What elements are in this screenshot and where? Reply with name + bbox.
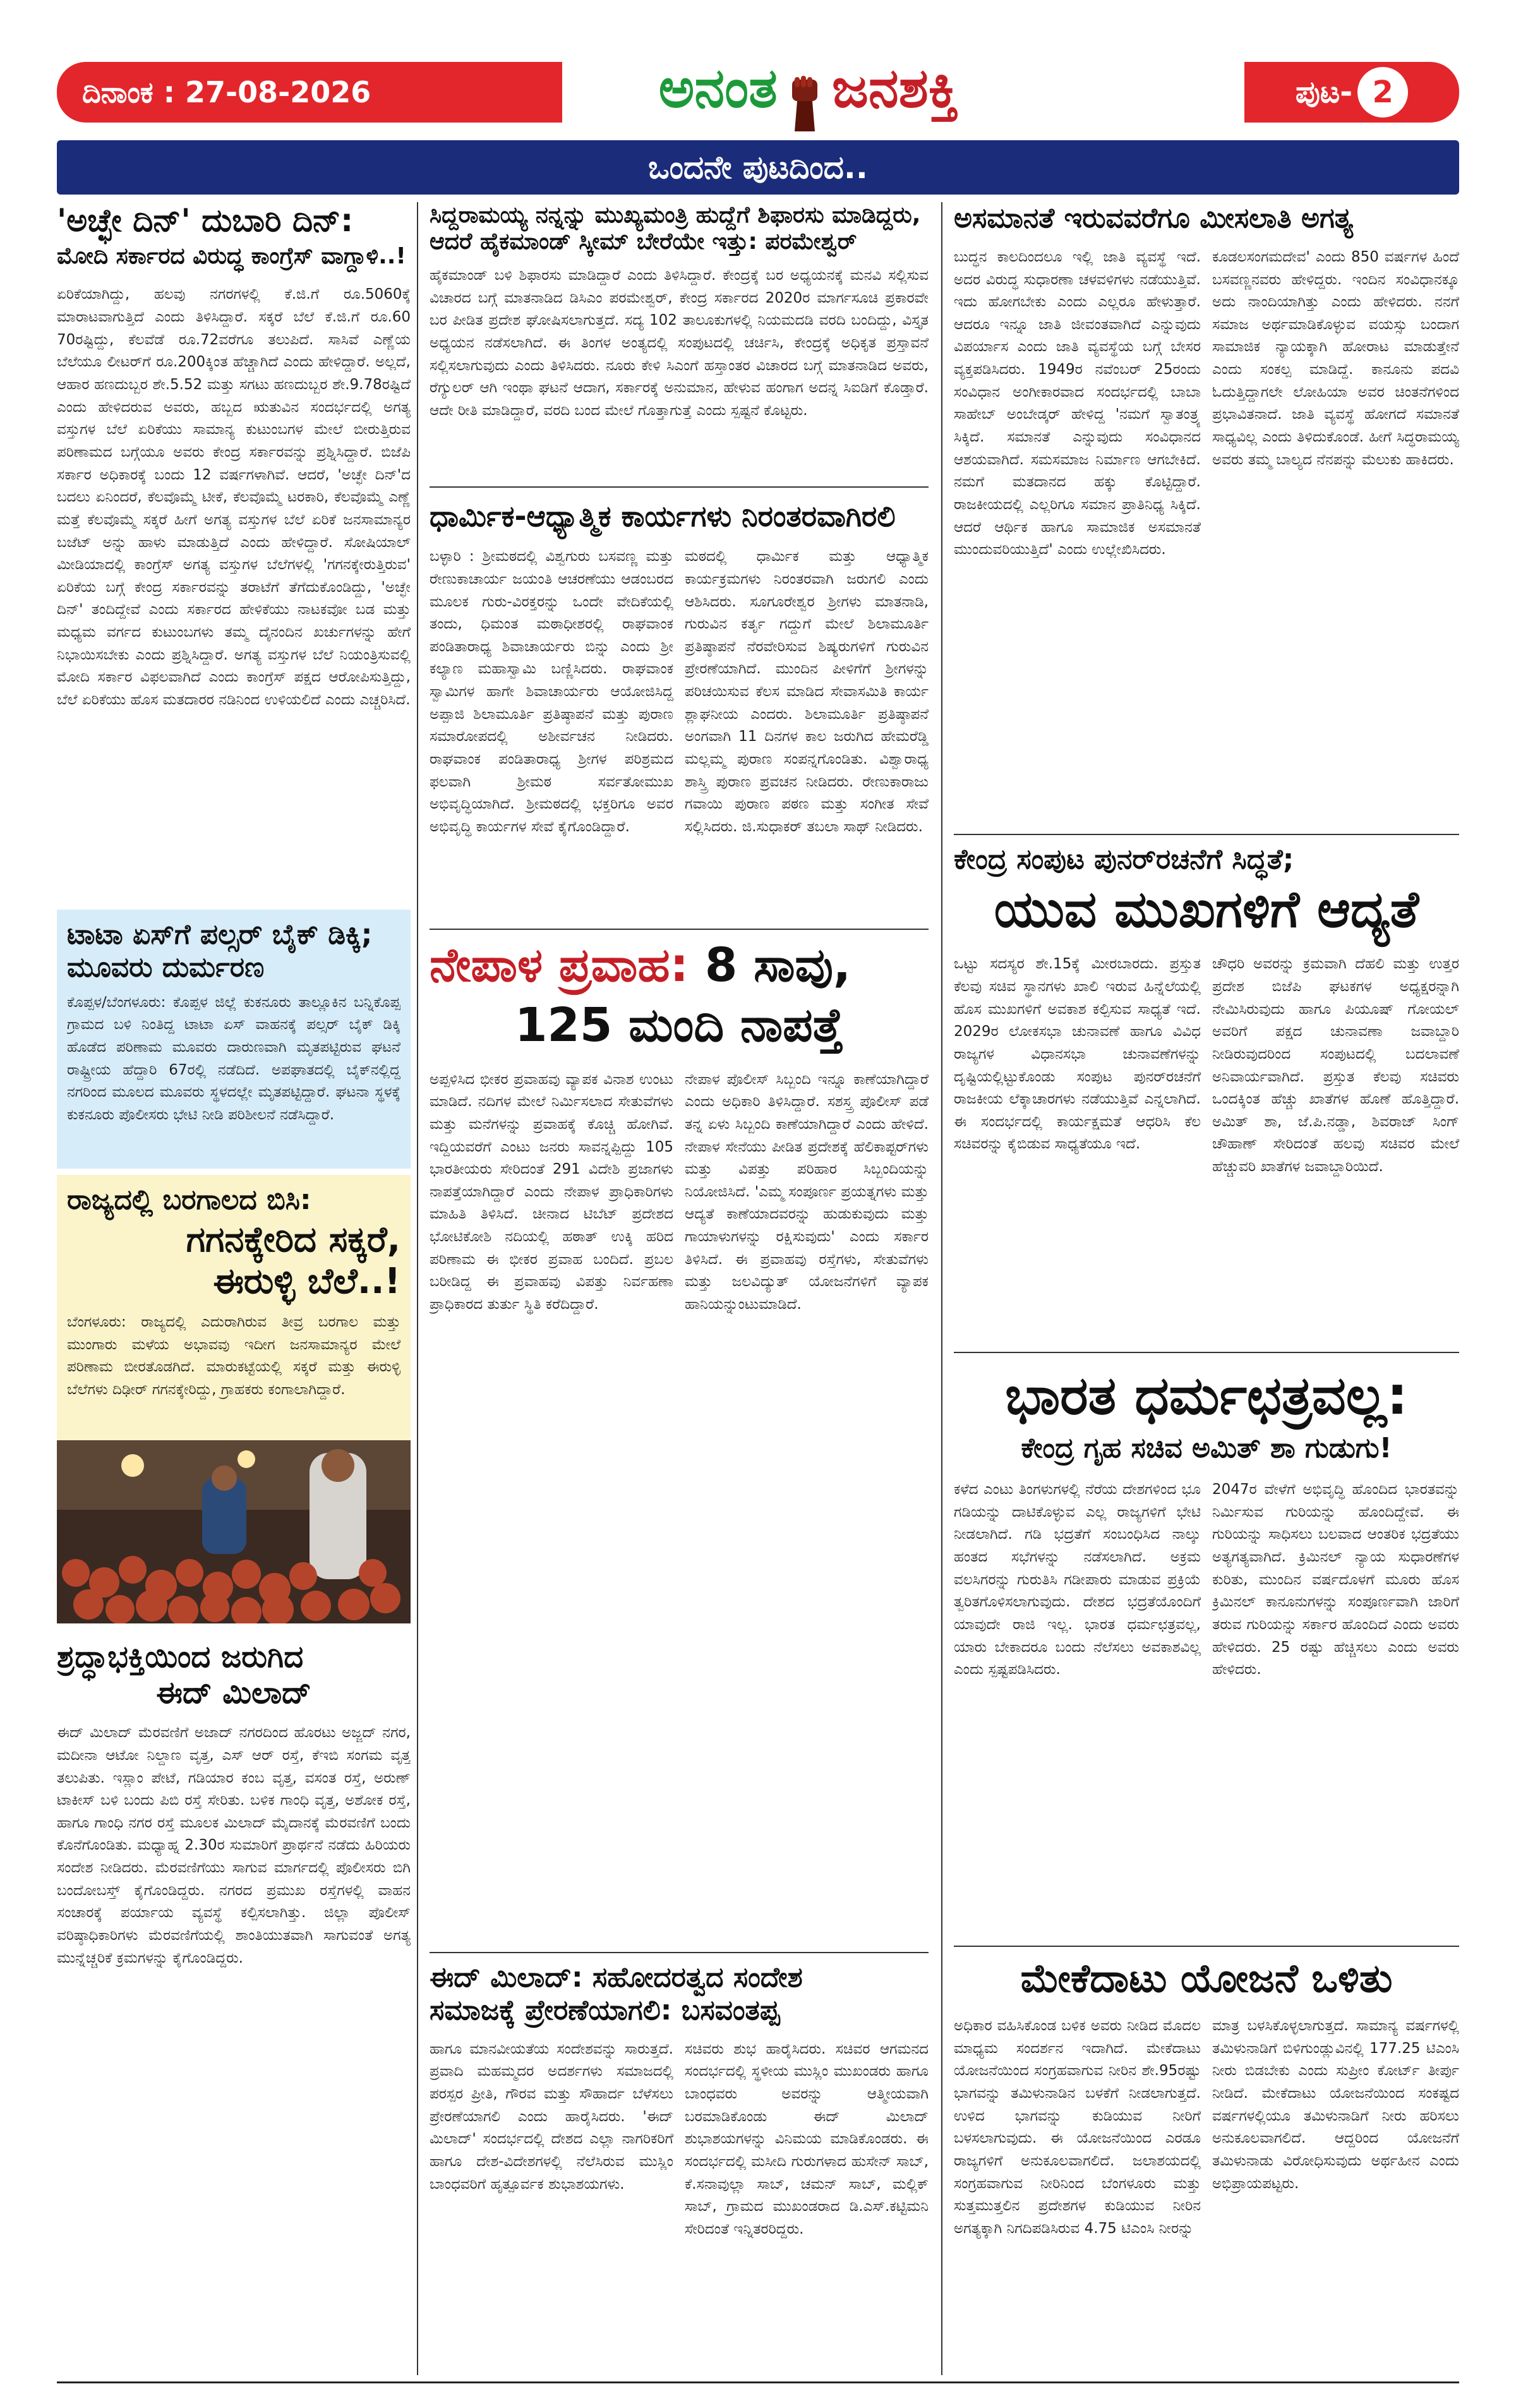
newspaper-logo (613, 57, 1004, 126)
article-body-col-1: ಒಟ್ಟು ಸದಸ್ಯರ ಶೇ.15ಕ್ಕೆ ಮೀರಬಾರದು. ಪ್ರಸ್ತುತ ಕೆಲವು ಸಚಿವ ಸ್ಥಾನಗಳು ಖಾಲಿ ಇರುವ ಹಿನ್ನೆಲೆಯಲ್ಲಿ ಹೊಸ ಮುಖಗಳಿಗೆ ಅವಕಾಶ ಕಲ್ಪಿಸುವ ಸಾಧ್ಯತೆ ಇದೆ. 2029ರ ಲೋಕಸಭಾ ಚುನಾವಣೆ ಹಾಗೂ ವಿವಿಧ ರಾಜ್ಯಗಳ ವಿಧಾನಸಭಾ ಚುನಾವಣೆಗಳನ್ನು ದೃಷ್ಟಿಯಲ್ಲಿಟ್ಟುಕೊಂಡು ಸಂಪುಟ ಪುನರ್‌ರಚನೆಗೆ ರಾಜಕೀಯ ಲೆಕ್ಕಾಚಾರಗಳು ನಡೆಯುತ್ತಿವೆ ಎನ್ನಲಾಗಿದೆ. ಈ ಸಂದರ್ಭದಲ್ಲಿ ಕಾರ್ಯಕ್ಷಮತೆ ಆಧರಿಸಿ ಕೆಲ ಸಚಿವರನ್ನು ಕೈಬಿಡುವ ಸಾಧ್ಯತೆಯೂ ಇದೆ. (954, 956, 1201, 1153)
headline: 8 ಸಾವು, (704, 938, 851, 992)
article-cabinet-reshuffle (954, 843, 1459, 1345)
article-body: ಏರಿಕೆಯಾಗಿದ್ದು, ಹಲವು ನಗರಗಳಲ್ಲಿ ಕೆ.ಜಿ.ಗೆ ರೂ.5060ಕ್ಕೆ ಮಾರಾಟವಾಗುತ್ತಿದೆ ಎಂದು ತಿಳಿಸಿದ್ದಾರೆ. ಸಕ್ಕರೆ ಬೆಲೆ ಕೆ.ಜಿ.ಗೆ ರೂ.60 70ರಷ್ಟಿದ್ದು, ಕೆಲವೆಡೆ ರೂ.72ವರೆಗೂ ತಲುಪಿದೆ. ಸಾಸಿವೆ ಎಣ್ಣೆಯ ಬೆಲೆಯೂ ಲೀಟರ್‌ಗೆ ರೂ.200ಕ್ಕಿಂತ ಹೆಚ್ಚಾಗಿದೆ ಎಂದು ಹೇಳಿದ್ದಾರೆ. ಅಲ್ಲದೆ, ಆಹಾರ ಹಣದುಬ್ಬರ ಶೇ.5.52 ಮತ್ತು ಸಗಟು ಹಣದುಬ್ಬರ ಶೇ.9.78ರಷ್ಟಿದೆ ಎಂದು ಹೇಳಿದರುವ ಅವರು, ಹಬ್ಬದ ಋತುವಿನ ಸಂದರ್ಭದಲ್ಲಿ ಅಗತ್ಯ ವಸ್ತುಗಳ ಬೆಲೆ ಏರಿಕೆಯು ಸಾಮಾನ್ಯ ಕುಟುಂಬಗಳ ಮೇಲೆ ಬೀರುತ್ತಿರುವ ಪರಿಣಾಮದ ಬಗ್ಗೆಯೂ ಅವರು ಕೇಂದ್ರ ಸರ್ಕಾರವನ್ನು ಪ್ರಶ್ನಿಸಿದ್ದಾರೆ. ಬಿಜೆಪಿ ಸರ್ಕಾರ ಅಧಿಕಾರಕ್ಕೆ ಬಂದು 12 ವರ್ಷಗಳಾಗಿವೆ. ಆದರೆ, 'ಅಚ್ಛೇ ದಿನ್'ದ ಬದಲು ಏನಿಂದರೆ, ಕೆಲವೊಮ್ಮೆ ಟೀಕೆ, ಕೆಲವೊಮ್ಮೆ ಟರಕಾರಿ, ಕೆಲವೊಮ್ಮೆ ಎಣ್ಣೆ ಮತ್ತೆ ಕೆಲವೊಮ್ಮೆ ಸಕ್ಕರೆ ಹೀಗೆ ಅಗತ್ಯ ವಸ್ತುಗಳ ಬೆಲೆ ಏರಿಕೆ ಜನಸಾಮಾನ್ಯರ ಬಜೆಟ್ ಅನ್ನು ಹಾಳು ಮಾಡುತ್ತಿದೆ ಎಂದು ಹೇಳಿದ್ದಾರೆ. ಸೋಷಿಯಾಲ್ ಮೀಡಿಯಾದಲ್ಲಿ ಕಾಂಗ್ರೆಸ್ ಅಗತ್ಯ ವಸ್ತುಗಳ ಬೆಲೆಗಳಲ್ಲಿ 'ಗಗನಕ್ಕೇರುತ್ತಿರುವ' ಏರಿಕೆಯ ಬಗ್ಗೆ ಕೇಂದ್ರ ಸರ್ಕಾರವನ್ನು ತರಾಟೆಗೆ ತೆಗೆದುಕೊಂಡಿದ್ದು, 'ಅಚ್ಛೇ ದಿನ್' ತಂದಿದ್ದೇವೆ ಎಂದು ಸರ್ಕಾರದ ಹೇಳಿಕೆಯು ನಾಟಕವೋ ಬಡ ಮತ್ತು ಮಧ್ಯಮ ವರ್ಗದ ಕುಟುಂಬಗಳು ತಮ್ಮ ದೈನಂದಿನ ಖರ್ಚುಗಳನ್ನು ಹೇಗೆ ನಿಭಾಯಿಸಬೇಕು ಎಂದು ಪ್ರಶ್ನಿಸಿದ್ದಾರೆ. ಅಗತ್ಯ ವಸ್ತುಗಳ ಬೆಲೆ ನಿಯಂತ್ರಿಸುವಲ್ಲಿ ಮೋದಿ ಸರ್ಕಾರ ವಿಫಲವಾಗಿದೆ ಎಂದು ಕಾಂಗ್ರೆಸ್ ಪಕ್ಷದ ಆರೋಪಿಸುತ್ತಿದ್ದು, ಬೆಲೆ ಏರಿಕೆಯು ಹೊಸ ಮತದಾರರ ನಡಿನಿಂದ ಉಳಿಯಲಿದೆ ಎಂದು ಎಚ್ಚರಿಸಿದೆ. (57, 286, 411, 708)
article-body-col-1: ಕಳೆದ ಎಂಟು ತಿಂಗಳುಗಳಲ್ಲಿ ನೆರೆಯ ದೇಶಗಳಿಂದ ಭೂ ಗಡಿಯನ್ನು ದಾಟಿಕೊಳ್ಳುವ ಎಲ್ಲ ರಾಜ್ಯಗಳಿಗೆ ಭೇಟಿ ನೀಡಲಾಗಿದೆ. ಗಡಿ ಭದ್ರತೆಗೆ ಸಂಬಂಧಿಸಿದ ನಾಲ್ಕು ಹಂತದ ಸಭೆಗಳನ್ನು ನಡೆಸಲಾಗಿದೆ. ಅಕ್ರಮ ವಲಸಿಗರನ್ನು ಗುರುತಿಸಿ ಗಡೀಪಾರು ಮಾಡುವ ಪ್ರಕ್ರಿಯೆ ತ್ವರಿತಗೊಳಿಸಲಾಗುವುದು. ದೇಶದ ಭದ್ರತೆಯೊಂದಿಗೆ ಯಾವುದೇ ರಾಜಿ ಇಲ್ಲ. ಭಾರತ ಧರ್ಮಛತ್ರವಲ್ಲ, ಯಾರು ಬೇಕಾದರೂ ಬಂದು ನೆಲೆಸಲು ಅವಕಾಶವಿಲ್ಲ ಎಂದು ಸ್ಪಷ್ಟಪಡಿಸಿದರು. (954, 1481, 1201, 1678)
article-body-col-2: ಮಾತ್ರ ಬಳಸಿಕೊಳ್ಳಲಾಗುತ್ತದೆ. ಸಾಮಾನ್ಯ ವರ್ಷಗಳಲ್ಲಿ ತಮಿಳುನಾಡಿಗೆ ಬಿಳಿಗುಂಡ್ಲುವಿನಲ್ಲಿ 177.25 ಟಿಎಂಸಿ ನೀರು ಬಿಡಬೇಕು ಎಂದು ಸುಪ್ರೀಂ ಕೋರ್ಟ್ ತೀರ್ಪು ನೀಡಿದೆ. ಮೇಕೆದಾಟು ಯೋಜನೆಯಿಂದ ಸಂಕಷ್ಟದ ವರ್ಷಗಳಲ್ಲಿಯೂ ತಮಿಳುನಾಡಿಗೆ ನೀರು ಹರಿಸಲು ಅನುಕೂಲವಾಗಲಿದೆ. ಆದ್ದರಿಂದ ಯೋಜನೆಗೆ ತಮಿಳುನಾಡು ವಿರೋಧಿಸುವುದು ಅರ್ಥಹೀನ ಎಂದು ಅಭಿಪ್ರಾಯಪಟ್ಟರು. (1212, 2018, 1459, 2192)
headline: ಮೇಕೆದಾಟು ಯೋಜನೆ ಒಳಿತು (1020, 1955, 1393, 2001)
headline: ರಾಜ್ಯದಲ್ಲಿ ಬರಗಾಲದ ಬಿಸಿ: (67, 1184, 311, 1216)
section-divider (430, 929, 929, 930)
article-tata-ace (57, 910, 411, 1169)
article-body-col-2: ಮಠದಲ್ಲಿ ಧಾರ್ಮಿಕ ಮತ್ತು ಆಧ್ಯಾತ್ಮಿಕ ಕಾರ್ಯಕ್ರಮಗಳು ನಿರಂತರವಾಗಿ ಜರುಗಲಿ ಎಂದು ಆಶಿಸಿದರು. ಸೂಗೂರೇಶ್ವರ ಶ್ರೀಗಳು ಮಾತನಾಡಿ, ಗುರುವಿನ ಕರ್ತೃ ಗದ್ದುಗೆ ಮೇಲೆ ಶಿಲಾಮೂರ್ತಿ ಪ್ರತಿಷ್ಠಾಪನೆ ನೆರವೇರಿಸುವ ಶಿಷ್ಯರುಗಳಿಗೆ ಗುರುವಿನ ಪ್ರೇರಣೆಯಾಗಿದೆ. ಮುಂದಿನ ಪೀಳಿಗೆಗೆ ಶ್ರೀಗಳನ್ನು ಪರಿಚಯಿಸುವ ಕೆಲಸ ಮಾಡಿದ ಸೇವಾಸಮಿತಿ ಕಾರ್ಯ ಶ್ಲಾಘನೀಯ ಎಂದರು. ಶಿಲಾಮೂರ್ತಿ ಪ್ರತಿಷ್ಠಾಪನೆ ಅಂಗವಾಗಿ 11 ದಿನಗಳ ಕಾಲ ಜರುಗಿದ ಹೇಮರೆಡ್ಡಿ ಮಲ್ಲಮ್ಮ ಪುರಾಣ ಸಂಪನ್ನಗೊಂಡಿತು. ವಿಶ್ವಾರಾಧ್ಯ ಶಾಸ್ತ್ರಿ ಪುರಾಣ ಪ್ರವಚನ ನೀಡಿದರು. ರೇಣುಕಾರಾಜು ಗವಾಯಿ ಪುರಾಣ ಪಠಣ ಮತ್ತು ಸಂಗೀತ ಸೇವೆ ಸಲ್ಲಿಸಿದರು. ಜಿ.ಸುಧಾಕರ್ ತಬಲಾ ಸಾಥ್ ನೀಡಿದರು. (685, 548, 929, 835)
raised-fist-icon (786, 76, 824, 133)
article-body-col-2: ಚೌಧರಿ ಅವರನ್ನು ಕ್ರಮವಾಗಿ ದೆಹಲಿ ಮತ್ತು ಉತ್ತರ ಪ್ರದೇಶ ಬಿಜೆಪಿ ಘಟಕಗಳ ಅಧ್ಯಕ್ಷರನ್ನಾಗಿ ನೇಮಿಸಿರುವುದು ಹಾಗೂ ಪಿಯೂಷ್ ಗೋಯಲ್ ಅವರಿಗೆ ಪಕ್ಷದ ಚುನಾವಣಾ ಜವಾಬ್ದಾರಿ ನೀಡಿರುವುದರಿಂದ ಸಂಪುಟದಲ್ಲಿ ಬದಲಾವಣೆ ಅನಿವಾರ್ಯವಾಗಿದೆ. ಪ್ರಸ್ತುತ ಕೆಲವು ಸಚಿವರು ಒಂದಕ್ಕಿಂತ ಹೆಚ್ಚು ಖಾತೆಗಳ ಹೊಣೆ ಹೊತ್ತಿದ್ದಾರೆ. ಅಮಿತ್ ಶಾ, ಜೆ.ಪಿ.ನಡ್ಡಾ, ಶಿವರಾಜ್ ಸಿಂಗ್ ಚೌಹಾಣ್ ಸೇರಿದಂತೆ ಹಲವು ಸಚಿವರ ಮೇಲೆ ಹೆಚ್ಚುವರಿ ಖಾತೆಗಳ ಜವಾಬ್ದಾರಿಯಿದೆ. (1212, 956, 1459, 1176)
page-bottom-rule (57, 2381, 1459, 2383)
article-body: ಹೈಕಮಾಂಡ್ ಬಳಿ ಶಿಫಾರಸು ಮಾಡಿದ್ದಾರೆ ಎಂದು ತಿಳಿಸಿದ್ದಾರೆ. ಕೇಂದ್ರಕ್ಕೆ ಬರ ಅಧ್ಯಯನಕ್ಕೆ ಮನವಿ ಸಲ್ಲಿಸುವ ವಿಚಾರದ ಬಗ್ಗೆ ಮಾತನಾಡಿದ ಡಿಸಿಎಂ ಪರಮೇಶ್ವರ್, ಕೇಂದ್ರ ಸರ್ಕಾರದ 2020ರ ಮಾರ್ಗಸೂಚಿ ಪ್ರಕಾರವೇ ಬರ ಪೀಡಿತ ಪ್ರದೇಶ ಘೋಷಿಸಲಾಗುತ್ತದೆ. ಸದ್ಯ 102 ತಾಲೂಕುಗಳಲ್ಲಿ ನಿಯಮದಡಿ ವರದಿ ಬಂದಿದ್ದು, ವಿಸ್ತೃತ ಅಧ್ಯಯನ ನಡೆಸಲಾಗಿದೆ. ಈ ತಿಂಗಳ ಅಂತ್ಯದಲ್ಲಿ ಸಂಪುಟದಲ್ಲಿ ಚರ್ಚಿಸಿ, ಕೇಂದ್ರಕ್ಕೆ ಅಧಿಕೃತ ಪ್ರಸ್ತಾವನೆ ಸಲ್ಲಿಸಲಾಗುವುದು ಎಂದು ತಿಳಿಸಿದರು. ನೂರು ಕೇಳಿ ಸಿಎಂಗೆ ಹಸ್ತಾಂತರ ವಿಚಾರದ ಬಗ್ಗೆ ಮಾತನಾಡಿದ ಅವರು, ರೆಗ್ಯುಲರ್ ಆಗಿ ಇಂಥಾ ಘಟನೆ ಆದಾಗ, ಸರ್ಕಾರಕ್ಕೆ ಅನುಮಾನ, ಹೇಳುವ ಹಂಗಾಗ ಅದನ್ನ ಸಿಐಡಿಗೆ ಕೊಡ್ತಾರೆ. ಆದೇ ರೀತಿ ಮಾಡಿದ್ದಾರೆ, ವರದಿ ಬಂದ ಮೇಲೆ ಗೊತ್ತಾಗುತ್ತೆ ಎಂದು ಸ್ಪಷ್ಟನೆ ಕೊಟ್ಟರು. (430, 267, 929, 419)
headline: ಟಾಟಾ ಏಸ್‌ಗೆ ಪಲ್ಸರ್ ಬೈಕ್ ಡಿಕ್ಕಿ; ಮೂವರು ದುರ್ಮರಣ (67, 918, 373, 984)
headline: 'ಅಚ್ಛೇ ದಿನ್' ದುಬಾರಿ ದಿನ್: (57, 202, 354, 239)
headline-line-2: ಗಗನಕ್ಕೇರಿದ ಸಕ್ಕರೆ, (186, 1219, 400, 1260)
article-body: ಕೊಪ್ಪಳ/ಬೆಂಗಳೂರು: ಕೊಪ್ಪಳ ಜಿಲ್ಲೆ ಕುಕನೂರು ತಾಲ್ಲೂಕಿನ ಬನ್ನಿಕೊಪ್ಪ ಗ್ರಾಮದ ಬಳಿ ನಿಂತಿದ್ದ ಟಾಟಾ ಏಸ್ ವಾಹನಕ್ಕೆ ಪಲ್ಸರ್ ಬೈಕ್ ಡಿಕ್ಕಿ ಹೊಡೆದ ಪರಿಣಾಮ ಮೂವರು ದಾರುಣವಾಗಿ ಮೃತಪಟ್ಟಿರುವ ಘಟನೆ ರಾಷ್ಟ್ರೀಯ ಹೆದ್ದಾರಿ 67ರಲ್ಲಿ ನಡೆದಿದೆ. ಅಪಘಾತದಲ್ಲಿ ಬೈಕ್‌ನಲ್ಲಿದ್ದ ನಗರಿಂದ ಮೂಲದ ಮೂವರು ಸ್ಥಳದಲ್ಲೇ ಮೃತಪಟ್ಟಿದ್ದಾರೆ. ಘಟನಾ ಸ್ಥಳಕ್ಕೆ ಕುಕನೂರು ಪೊಲೀಸರು ಭೇಟಿ ನೀಡಿ ಪರಿಶೀಲನೆ ನಡೆಸಿದ್ದಾರೆ. (67, 994, 400, 1124)
page-label: ಪುಟ- (1295, 75, 1353, 110)
article-mekedatu (954, 1955, 1459, 2356)
article-amit-shah (954, 1364, 1459, 1921)
headline: ಕೇಂದ್ರ ಸಂಪುಟ ಪುನರ್‌ರಚನೆಗೆ ಸಿದ್ಧತೆ; (954, 843, 1294, 876)
article-nepal-flood (430, 938, 929, 1789)
article-body-col-1: ಅಧಿಕಾರ ವಹಿಸಿಕೊಂಡ ಬಳಿಕ ಅವರು ನೀಡಿದ ಮೊದಲ ಮಾಧ್ಯಮ ಸಂದರ್ಶನ ಇದಾಗಿದೆ. ಮೇಕೆದಾಟು ಯೋಜನೆಯಿಂದ ಸಂಗ್ರಹವಾಗುವ ನೀರಿನ ಶೇ.95ರಷ್ಟು ಭಾಗವನ್ನು ತಮಿಳುನಾಡಿನ ಬಳಕೆಗೆ ನೀಡಲಾಗುತ್ತದೆ. ಉಳಿದ ಭಾಗವನ್ನು ಕುಡಿಯುವ ನೀರಿಗೆ ಬಳಸಲಾಗುವುದು. ಈ ಯೋಜನೆಯಿಂದ ಎರಡೂ ರಾಜ್ಯಗಳಿಗೆ ಅನುಕೂಲವಾಗಲಿದೆ. ಜಲಾಶಯದಲ್ಲಿ ಸಂಗ್ರಹವಾಗುವ ನೀರಿನಿಂದ ಬೆಂಗಳೂರು ಮತ್ತು ಸುತ್ತಮುತ್ತಲಿನ ಪ್ರದೇಶಗಳ ಕುಡಿಯುವ ನೀರಿನ ಅಗತ್ಯಕ್ಕಾಗಿ ನಿಗದಿಪಡಿಸಿರುವ 4.75 ಟಿಎಂಸಿ ನೀರನ್ನು (954, 2018, 1201, 2237)
article-siddaramaiah (430, 202, 929, 448)
article-body: ಬೆಂಗಳೂರು: ರಾಜ್ಯದಲ್ಲಿ ಎದುರಾಗಿರುವ ತೀವ್ರ ಬರಗಾಲ ಮತ್ತು ಮುಂಗಾರು ಮಳೆಯ ಅಭಾವವು ಇದೀಗ ಜನಸಾಮಾನ್ಯರ ಮೇಲೆ ಪರಿಣಾಮ ಬೀರತೊಡಗಿದೆ. ಮಾರುಕಟ್ಟೆಯಲ್ಲಿ ಸಕ್ಕರೆ ಮತ್ತು ಈರುಳ್ಳಿ ಬೆಲೆಗಳು ದಿಢೀರ್ ಗಗನಕ್ಕೇರಿದ್ದು, ಗ್ರಾಹಕರು ಕಂಗಾಲಾಗಿದ್ದಾರೆ. (67, 1314, 400, 1398)
issue-date: ದಿನಾಂಕ : 27-08-2026 (57, 62, 562, 123)
headline-line-2: ಆದರೆ ಹೈಕಮಾಂಡ್ ಸ್ಕೀಮ್ ಬೇರೆಯೇ ಇತ್ತು: ಪರಮೇಶ್ವರ್ (430, 229, 857, 255)
article-body: ಈದ್ ಮಿಲಾದ್ ಮೆರವಣಿಗೆ ಅಜಾದ್ ನಗರದಿಂದ ಹೊರಟು ಅಜ್ಜದ್ ನಗರ, ಮದೀನಾ ಆಟೋ ನಿಲ್ದಾಣ ವೃತ್ತ, ಎಸ್ ಆರ್ ರಸ್ತೆ, ಕೆಇಬಿ ಸಂಗಮ ವೃತ್ತ ತಲುಪಿತು. ಇಸ್ಲಾಂ ಪೇಟೆ, ಗಡಿಯಾರ ಕಂಬ ವೃತ್ತ, ವಸಂತ ರಸ್ತೆ, ಅರುಣ್ ಟಾಕೀಸ್ ಬಳಿ ಬಂದು ಪಿಬಿ ರಸ್ತೆ ಸೇರಿತು. ಬಳಿಕ ಗಾಂಧಿ ವೃತ್ತ, ಅಶೋಕ ರಸ್ತೆ, ಹಾಗೂ ಗಾಂಧಿ ನಗರ ರಸ್ತೆ ಮೂಲಕ ಮಿಲಾದ್ ಮೈದಾನಕ್ಕೆ ಮೆರವಣಿಗೆ ಬಂದು ಕೊನೆಗೊಂಡಿತು. ಮಧ್ಯಾಹ್ನ 2.30ರ ಸುಮಾರಿಗೆ ಪ್ರಾರ್ಥನೆ ನಡೆದು ಹಿರಿಯರು ಸಂದೇಶ ನೀಡಿದರು. ಮೆರವಣಿಗೆಯು ಸಾಗುವ ಮಾರ್ಗದಲ್ಲಿ ಪೊಲೀಸರು ಬಿಗಿ ಬಂದೋಬಸ್ತ್ ಕೈಗೊಂಡಿದ್ದರು. ನಗರದ ಪ್ರಮುಖ ರಸ್ತೆಗಳಲ್ಲಿ ವಾಹನ ಸಂಚಾರಕ್ಕೆ ಪರ್ಯಾಯ ವ್ಯವಸ್ಥೆ ಕಲ್ಪಿಸಲಾಗಿತ್ತು. ಜಿಲ್ಲಾ ಪೊಲೀಸ್ ವರಿಷ್ಠಾಧಿಕಾರಿಗಳು ಮೆರವಣಿಗೆಯಲ್ಲಿ ಶಾಂತಿಯುತವಾಗಿ ಸಾಗುವಂತೆ ಅಗತ್ಯ ಮುನ್ನೆಚ್ಚರಿಕೆ ಕ್ರಮಗಳನ್ನು ಕೈಗೊಂಡಿದ್ದರು. (57, 1725, 411, 1966)
subheadline: ಮೋದಿ ಸರ್ಕಾರದ ವಿರುದ್ಧ ಕಾಂಗ್ರೆಸ್ ವಾಗ್ದಾಳಿ..! (57, 243, 406, 269)
section-divider (954, 834, 1459, 835)
section-divider (954, 1352, 1459, 1353)
headline: ಭಾರತ ಧರ್ಮಛತ್ರವಲ್ಲ: (1005, 1364, 1408, 1426)
article-reservation (954, 202, 1459, 840)
article-body-col-1: ಬಳ್ಳಾರಿ : ಶ್ರೀಮಠದಲ್ಲಿ ವಿಶ್ವಗುರು ಬಸವಣ್ಣ ಮತ್ತು ರೇಣುಕಾಚಾರ್ಯ ಜಯಂತಿ ಆಚರಣೆಯು ಆಡಂಬರದ ಮೂಲಕ ಗುರು-ವಿರಕ್ತರನ್ನು ಒಂದೇ ವೇದಿಕೆಯಲ್ಲಿ ತಂದು, ಧಿಮಂತ ಮಠಾಧೀಶರಲ್ಲಿ ರಾಘವಾಂಕ ಪಂಡಿತಾರಾಧ್ಯ ಶಿವಾಚಾರ್ಯರು ಬಿನ್ನು ಎಂದು ಶ್ರೀ ಕಲ್ಯಾಣ ಮಹಾಸ್ವಾಮಿ ಬಣ್ಣಿಸಿದರು. ರಾಘವಾಂಕ ಸ್ವಾಮಿಗಳ ಹಾಗೇ ಶಿವಾಚಾರ್ಯರು ಆಯೋಜಿಸಿದ್ದ ಅಪ್ಪಾಜಿ ಶಿಲಾಮೂರ್ತಿ ಪ್ರತಿಷ್ಠಾಪನೆ ಮತ್ತು ಪುರಾಣ ಸಮಾರೋಪದಲ್ಲಿ ಅಶೀರ್ವಚನ ನೀಡಿದರು. ರಾಘವಾಂಕ ಪಂಡಿತಾರಾಧ್ಯ ಶ್ರೀಗಳ ಪರಿಶ್ರಮದ ಫಲವಾಗಿ ಶ್ರೀಮಠ ಸರ್ವತೋಮುಖ ಅಭಿವೃದ್ಧಿಯಾಗಿದೆ. ಶ್ರೀಮಠದಲ್ಲಿ ಭಕ್ತರಿಗೂ ಅವರ ಅಭಿವೃದ್ಧಿ ಕಾರ್ಯಗಳ ಸೇವೆ ಕೈಗೊಂಡಿದ್ದಾರೆ. (430, 548, 673, 835)
article-eid-left (57, 1639, 411, 2360)
article-body-col-1: ಅಪ್ಪಳಿಸಿದ ಭೀಕರ ಪ್ರವಾಹವು ವ್ಯಾಪಕ ವಿನಾಶ ಉಂಟು ಮಾಡಿದೆ. ನದಿಗಳ ಮೇಲೆ ನಿರ್ಮಿಸಲಾದ ಸೇತುವೆಗಳು ಮತ್ತು ಮನೆಗಳನ್ನು ಪ್ರವಾಹಕ್ಕೆ ಕೊಚ್ಚಿ ಹೋಗಿವೆ. ಇದ್ದಿಯವರೆಗೆ ಎಂಟು ಜನರು ಸಾವನ್ನಪ್ಪಿದ್ದು 105 ಭಾರತೀಯರು ಸೇರಿದಂತೆ 291 ವಿದೇಶಿ ಪ್ರಜಾಗಳು ನಾಪತ್ತೆಯಾಗಿದ್ದಾರೆ ಎಂದು ನೇಪಾಳ ಪ್ರಾಧಿಕಾರಿಗಳು ಮಾಹಿತಿ ತಿಳಿಸಿದೆ. ಚೀನಾದ ಟಿಬೆಟ್ ಪ್ರದೇಶದ ಭೋಟಿಕೋಶಿ ನದಿಯಲ್ಲಿ ಹಠಾತ್ ಉಕ್ಕಿ ಹರಿದ ಪರಿಣಾಮ ಈ ಭೀಕರ ಪ್ರವಾಹ ಬಂದಿದೆ. ಪ್ರಬಲ ಬರೀಡಿದ್ದ ಈ ಪ್ರವಾಹವು ವಿಪತ್ತು ನಿರ್ವಹಣಾ ಪ್ರಾಧಿಕಾರದ ತುರ್ತು ಸ್ಥಿತಿ ಕರೆದಿದ್ದಾರೆ. (430, 1071, 673, 1313)
headline-highlight: ನೇಪಾಳ ಪ್ರವಾಹ: (430, 938, 689, 992)
article-eid-center (430, 1961, 929, 2357)
article-body-col-2: ಸಚಿವರು ಶುಭ ಹಾರೈಸಿದರು. ಸಚಿವರ ಆಗಮನದ ಸಂದರ್ಭದಲ್ಲಿ ಸ್ಥಳೀಯ ಮುಸ್ಲಿಂ ಮುಖಂಡರು ಹಾಗೂ ಬಾಂಧವರು ಅವರನ್ನು ಆತ್ಮೀಯವಾಗಿ ಬರಮಾಡಿಕೊಂಡು ಈದ್ ಮಿಲಾದ್ ಶುಭಾಶಯಗಳನ್ನು ವಿನಿಮಯ ಮಾಡಿಕೊಂಡರು. ಈ ಸಂದರ್ಭದಲ್ಲಿ ಮಸೀದಿ ಗುರುಗಳಾದ ಹುಸೇನ್ ಸಾಬ್, ಕೆ.ಸನಾವುಲ್ಲಾ ಸಾಬ್, ಚಮನ್ ಸಾಬ್, ಮಲ್ಲಿಕ್ ಸಾಬ್, ಗ್ರಾಮದ ಮುಖಂಡರಾದ ಡಿ.ಎಸ್.ಕಟ್ಟಿಮನಿ ಸೇರಿದಂತೆ ಇನ್ನಿತರರಿದ್ದರು. (685, 2040, 929, 2237)
article-achhe-din (57, 202, 411, 852)
section-divider (954, 1946, 1459, 1947)
article-body-col-1: ಹಾಗೂ ಮಾನವೀಯತೆಯ ಸಂದೇಶವನ್ನು ಸಾರುತ್ತದೆ. ಪ್ರವಾದಿ ಮಹಮ್ಮದರ ಅದರ್ಶಗಳು ಸಮಾಜದಲ್ಲಿ ಪರಸ್ಪರ ಪ್ರೀತಿ, ಗೌರವ ಮತ್ತು ಸೌಹಾರ್ದ ಬೆಳೆಸಲು ಪ್ರೇರಣೆಯಾಗಲಿ ಎಂದು ಹಾರೈಸಿದರು. 'ಈದ್ ಮಿಲಾದ್' ಸಂದರ್ಭದಲ್ಲಿ ದೇಶದ ಎಲ್ಲಾ ನಾಗರಿಕರಿಗೆ ಹಾಗೂ ದೇಶ-ವಿದೇಶಗಳಲ್ಲಿ ನೆಲೆಸಿರುವ ಮುಸ್ಲಿಂ ಬಾಂಧವರಿಗೆ ಹೃತ್ಪೂರ್ವಕ ಶುಭಾಶಯಗಳು. (430, 2040, 673, 2193)
continued-from-front-banner: ಒಂದನೇ ಪುಟದಿಂದ.. (57, 140, 1459, 195)
headline-line-2: ಈದ್ ಮಿಲಾದ್ (156, 1675, 311, 1711)
article-body-col-2: ನೇಪಾಳ ಪೊಲೀಸ್ ಸಿಬ್ಬಂದಿ ಇನ್ನೂ ಕಾಣೆಯಾಗಿದ್ದಾರೆ ಎಂದು ಅಧಿಕಾರಿ ತಿಳಿಸಿದ್ದಾರೆ. ಸಶಸ್ತ್ರ ಪೊಲೀಸ್ ಪಡೆ ತನ್ನ ಏಳು ಸಿಬ್ಬಂದಿ ಕಾಣೆಯಾಗಿದ್ದಾರೆ ಎಂದು ಹೇಳಿದೆ. ನೇಪಾಳ ಸೇನೆಯು ಪೀಡಿತ ಪ್ರದೇಶಕ್ಕೆ ಹೆಲಿಕಾಪ್ಟರ್‌ಗಳು ಮತ್ತು ವಿಪತ್ತು ಪರಿಹಾರ ಸಿಬ್ಬಂದಿಯನ್ನು ನಿಯೋಜಿಸಿದೆ. 'ಎಮ್ಮ ಸಂಪೂರ್ಣ ಪ್ರಯತ್ನಗಳು ಮತ್ತು ಆದ್ಯತೆ ಕಾಣೆಯಾದವರನ್ನು ಹುಡುಕುವುದು ಮತ್ತು ಗಾಯಾಳುಗಳನ್ನು ರಕ್ಷಿಸುವುದು' ಎಂದು ಸರ್ಕಾರ ತಿಳಿಸಿದೆ. ಈ ಪ್ರವಾಹವು ರಸ್ತೆಗಳು, ಸೇತುವೆಗಳು ಮತ್ತು ಜಲವಿದ್ಯುತ್ ಯೋಜನೆಗಳಿಗೆ ವ್ಯಾಪಕ ಹಾನಿಯನ್ನುಂಟುಮಾಡಿದೆ. (685, 1071, 929, 1313)
article-body-col-2: 2047ರ ವೇಳೆಗೆ ಅಭಿವೃದ್ಧಿ ಹೊಂದಿದ ಭಾರತವನ್ನು ನಿರ್ಮಿಸುವ ಗುರಿಯನ್ನು ಹೊಂದಿದ್ದೇವೆ. ಈ ಗುರಿಯನ್ನು ಸಾಧಿಸಲು ಬಲವಾದ ಆಂತರಿಕ ಭದ್ರತೆಯು ಅತ್ಯಗತ್ಯವಾಗಿದೆ. ಕ್ರಿಮಿನಲ್ ನ್ಯಾಯ ಸುಧಾರಣೆಗಳ ಕುರಿತು, ಮುಂದಿನ ವರ್ಷದೊಳಗೆ ಮೂರು ಹೊಸ ಕ್ರಿಮಿನಲ್ ಕಾನೂನುಗಳನ್ನು ಸಂಪೂರ್ಣವಾಗಿ ಜಾರಿಗೆ ತರುವ ಗುರಿಯನ್ನು ಸರ್ಕಾರ ಹೊಂದಿದೆ ಎಂದು ಅವರು ಹೇಳಿದರು. 25 ರಷ್ಟು ಹೆಚ್ಚಿಸಲು ಎಂದು ಅವರು ಹೇಳಿದರು. (1212, 1481, 1459, 1678)
headline: ಅಸಮಾನತೆ ಇರುವವರೆಗೂ ಮೀಸಲಾತಿ ಅಗತ್ಯ (954, 202, 1354, 234)
headline-line-3: ಈರುಳ್ಳಿ ಬೆಲೆ..! (213, 1260, 400, 1302)
article-drought (57, 1175, 411, 1440)
section-divider (430, 486, 929, 488)
headline-line-2: ಸಮಾಜಕ್ಕೆ ಪ್ರೇರಣೆಯಾಗಲಿ: ಬಸವಂತಪ್ಪ (430, 1994, 780, 2026)
column-divider (417, 202, 418, 2375)
logo-text-left: ಅನಂತ (658, 57, 778, 120)
article-body-col-2: ಕೂಡಲಸಂಗಮದೇವ' ಎಂದು 850 ವರ್ಷಗಳ ಹಿಂದೆ ಬಸವಣ್ಣನವರು ಹೇಳಿದ್ದರು. ಇಂದಿನ ಸಂವಿಧಾನಕ್ಕೂ ಅದು ನಾಂದಿಯಾಗಿತ್ತು ಎಂದು ಹೇಳಿದರು. ನನಗೆ ಸಮಾಜ ಅರ್ಥಮಾಡಿಕೊಳ್ಳುವ ವಯಸ್ಸು ಬಂದಾಗ ಸಾಮಾಜಿಕ ನ್ಯಾಯಕ್ಕಾಗಿ ಹೋರಾಟ ಮಾಡುತ್ತೇನೆ ಎಂದು ಸಂಕಲ್ಪ ಮಾಡಿದ್ದೆ. ಕಾನೂನು ಪದವಿ ಓದುತ್ತಿದ್ದಾಗಲೇ ಲೋಹಿಯಾ ಅವರ ಚಿಂತನೆಗಳಿಂದ ಪ್ರಭಾವಿತನಾದೆ. ಜಾತಿ ವ್ಯವಸ್ಥೆ ಹೋಗದೆ ಸಮಾನತೆ ಸಾಧ್ಯವಿಲ್ಲ ಎಂದು ತಿಳಿದುಕೊಂಡೆ. ಹೀಗೆ ಸಿದ್ಧರಾಮಯ್ಯ ಅವರು ತಮ್ಮ ಬಾಲ್ಯದ ನೆನಪನ್ನು ಮೆಲುಕು ಹಾಕಿದರು. (1212, 248, 1459, 468)
page-number: 2 (1357, 67, 1408, 117)
article-body-col-1: ಬುದ್ಧನ ಕಾಲದಿಂದಲೂ ಇಲ್ಲಿ ಜಾತಿ ವ್ಯವಸ್ಥೆ ಇದೆ. ಅದರ ವಿರುದ್ಧ ಸುಧಾರಣಾ ಚಳವಳಿಗಳು ನಡೆಯುತ್ತಿವೆ. ಇದು ಹೋಗಬೇಕು ಎಂದು ಎಲ್ಲರೂ ಹೇಳುತ್ತಾರೆ. ಆದರೂ ಇನ್ನೂ ಜಾತಿ ಜೀವಂತವಾಗಿದೆ ಎನ್ನುವುದು ವಿಪರ್ಯಾಸ ಎಂದು ಜಾತಿ ವ್ಯವಸ್ಥೆಯ ಬಗ್ಗೆ ಬೇಸರ ವ್ಯಕ್ತಪಡಿಸಿದರು. 1949ರ ನವೆಂಬರ್ 25ರಂದು ಸಂವಿಧಾನ ಅಂಗೀಕಾರವಾದ ಸಂದರ್ಭದಲ್ಲಿ ಬಾಬಾ ಸಾಹೇಬ್ ಅಂಬೇಡ್ಕರ್ ಹೇಳಿದ್ದ 'ನಮಗೆ ಸ್ವಾತಂತ್ರ್ಯ ಸಿಕ್ಕಿದೆ. ಸಮಾನತೆ ಎನ್ನುವುದು ಸಂವಿಧಾನದ ಆಶಯವಾಗಿದೆ. ಸಮಸಮಾಜ ನಿರ್ಮಾಣ ಆಗಬೇಕಿದೆ. ನಮಗೆ ಮತದಾನದ ಹಕ್ಕು ಕೊಟ್ಟಿದ್ದಾರೆ. ರಾಜಕೀಯದಲ್ಲಿ ಎಲ್ಲರಿಗೂ ಸಮಾನ ಪ್ರಾತಿನಿಧ್ಯ ಸಿಕ್ಕಿದೆ. ಆದರೆ ಆರ್ಥಿಕ ಹಾಗೂ ಸಾಮಾಜಿಕ ಅಸಮಾನತೆ ಮುಂದುವರಿಯುತ್ತಿದೆ' ಎಂದು ಉಲ್ಲೇಖಿಸಿದರು. (954, 248, 1201, 558)
masthead (57, 57, 1459, 126)
headline: ಶ್ರದ್ಧಾಭಕ್ತಿಯಿಂದ ಜರುಗಿದ (57, 1639, 304, 1675)
headline: ಧಾರ್ಮಿಕ-ಆಧ್ಯಾತ್ಮಿಕ ಕಾರ್ಯಗಳು ನಿರಂತರವಾಗಿರಲಿ (430, 499, 896, 533)
logo-text-right: ಜನಶಕ್ತಿ (832, 57, 959, 120)
section-divider (430, 1952, 929, 1953)
page-number-badge (1244, 62, 1459, 123)
column-divider (941, 202, 942, 2375)
headline-line-2: 125 ಮಂದಿ ನಾಪತ್ತೆ (514, 998, 844, 1053)
article-dharmika (430, 499, 929, 931)
headline: ಈದ್ ಮಿಲಾದ್: ಸಹೋದರತ್ವದ ಸಂದೇಶ (430, 1961, 803, 1994)
onion-market-photo (57, 1440, 411, 1623)
headline: ಸಿದ್ದರಾಮಯ್ಯ ನನ್ನನ್ನು ಮುಖ್ಯಮಂತ್ರಿ ಹುದ್ದೆಗೆ ಶಿಫಾರಸು ಮಾಡಿದ್ದರು, (430, 202, 921, 228)
headline-line-2: ಕೇಂದ್ರ ಗೃಹ ಸಚಿವ ಅಮಿತ್ ಶಾ ಗುಡುಗು! (1021, 1432, 1392, 1465)
headline-line-2: ಯುವ ಮುಖಗಳಿಗೆ ಆದ್ಯತೆ (994, 879, 1419, 939)
